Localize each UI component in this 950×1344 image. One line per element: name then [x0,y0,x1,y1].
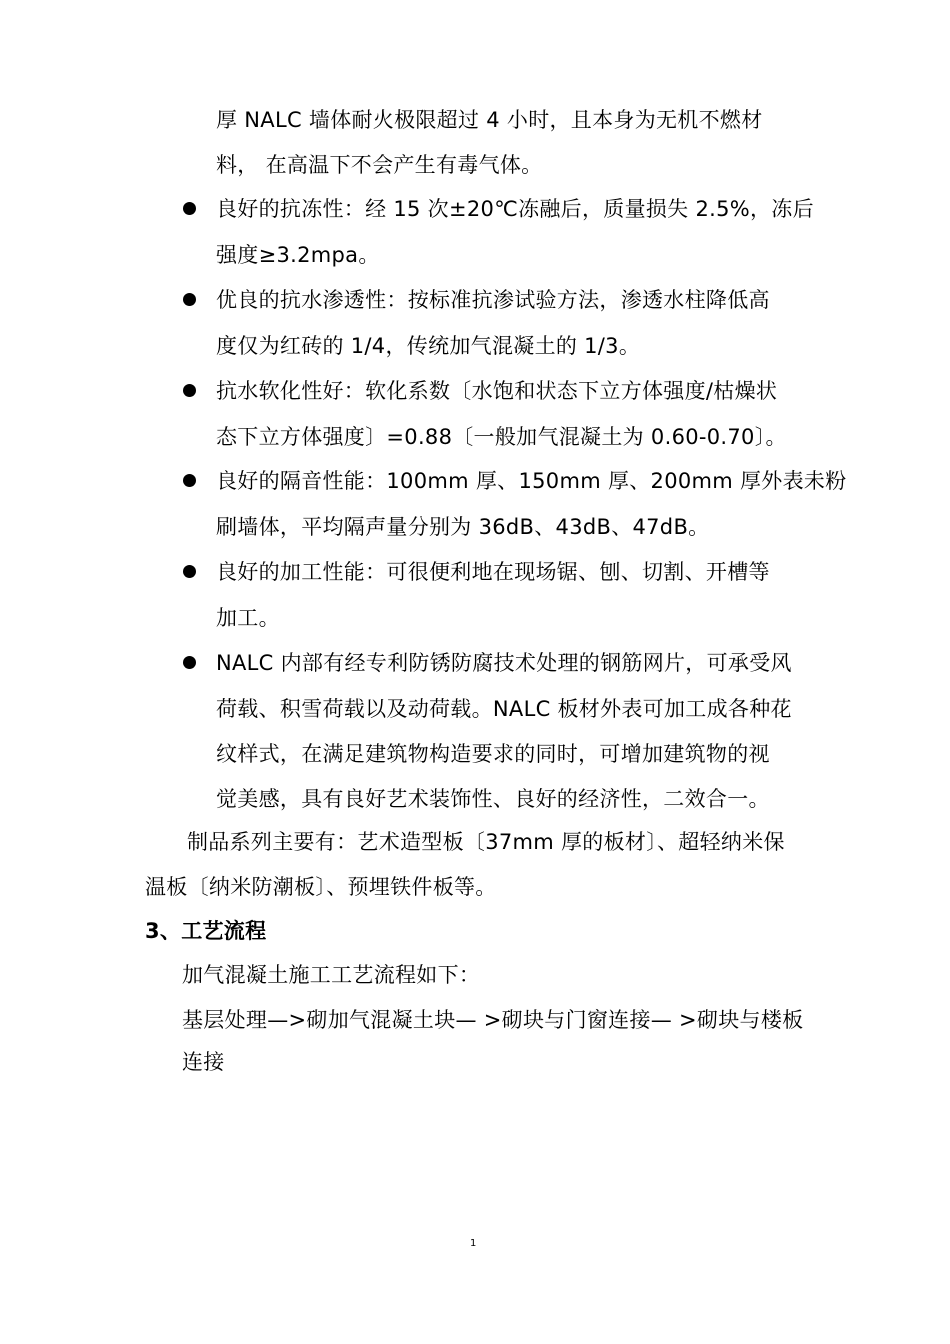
flow-line-2: 连接 [182,1050,225,1074]
mesh-line-3: 纹样式，在满足建筑物构造要求的同时，可增加建筑物的视 [216,742,770,766]
products-line-2: 温板〔纳米防潮板〕、预埋铁件板等。 [145,875,497,899]
flow-line-1: 基层处理—>砌加气混凝土块— >砌块与门窗连接— >砌块与楼板 [182,1008,804,1032]
frost-resistance-line-1: 良好的抗冻性：经 15 次±20℃冻融后，质量损失 2.5%，冻后 [216,197,814,221]
bullet-icon [183,656,196,669]
section-intro: 加气混凝土施工工艺流程如下： [182,963,481,987]
bullet-icon [183,565,196,578]
processing-line-2: 加工。 [216,606,280,630]
section-heading: 3、工艺流程 [145,919,267,943]
mesh-line-4: 觉美感，具有良好艺术装饰性、良好的经济性，二效合一。 [216,787,770,811]
bullet-icon [183,474,196,487]
water-permeability-line-1: 优良的抗水渗透性：按标准抗渗试验方法，渗透水柱降低高 [216,288,770,312]
fire-resistance-line-2: 料， 在高温下不会产生有毒气体。 [216,153,543,177]
mesh-line-2: 荷载、积雪荷载以及动荷载。NALC 板材外表可加工成各种花 [216,697,792,721]
sound-insulation-line-1: 良好的隔音性能：100mm 厚、150mm 厚、200mm 厚外表未粉 [216,469,847,493]
bullet-icon [183,384,196,397]
mesh-line-1: NALC 内部有经专利防锈防腐技术处理的钢筋网片，可承受风 [216,651,792,675]
processing-line-1: 良好的加工性能：可很便利地在现场锯、刨、切割、开槽等 [216,560,770,584]
softening-line-2: 态下立方体强度〕=0.88〔一般加气混凝土为 0.60-0.70〕。 [216,425,787,449]
page-number: 1 [470,1238,477,1249]
fire-resistance-line-1: 厚 NALC 墙体耐火极限超过 4 小时，且本身为无机不燃材 [216,108,763,132]
bullet-icon [183,202,196,215]
bullet-icon [183,293,196,306]
softening-line-1: 抗水软化性好：软化系数〔水饱和状态下立方体强度/枯燥状 [216,379,778,403]
sound-insulation-line-2: 刷墙体，平均隔声量分别为 36dB、43dB、47dB。 [216,515,710,539]
water-permeability-line-2: 度仅为红砖的 1/4，传统加气混凝土的 1/3。 [216,334,641,358]
products-line-1: 制品系列主要有：艺术造型板〔37mm 厚的板材〕、超轻纳米保 [187,830,785,854]
frost-resistance-line-2: 强度≥3.2mpa。 [216,243,380,267]
